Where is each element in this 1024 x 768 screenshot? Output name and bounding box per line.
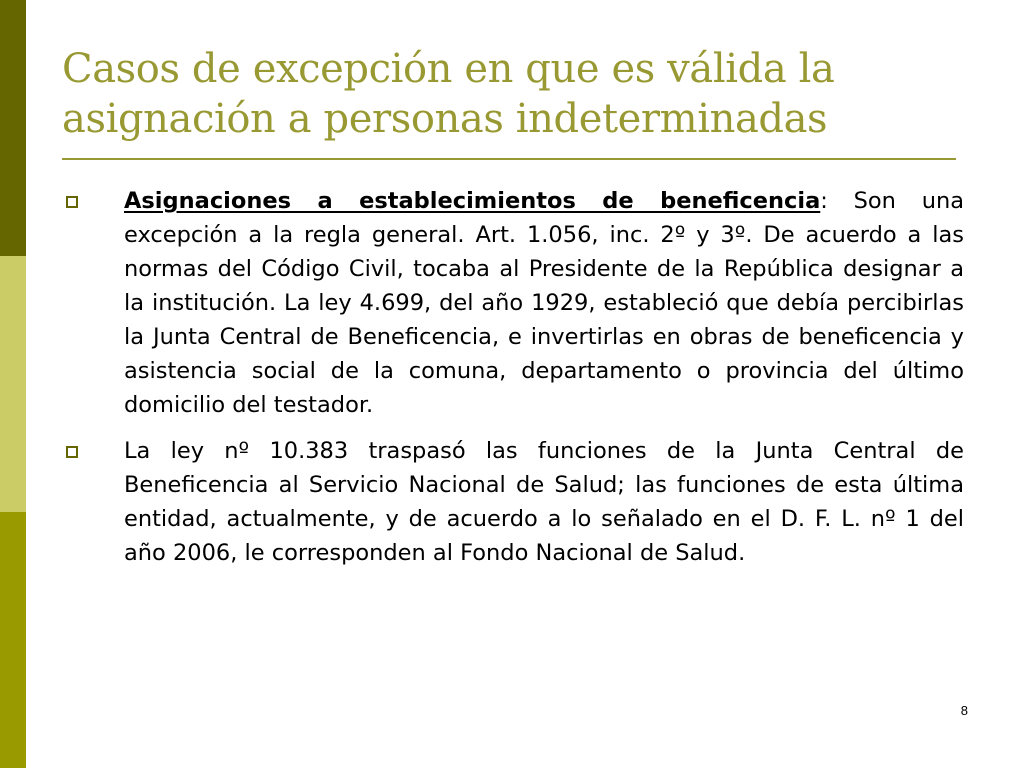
bullet-item-beneficencia	[66, 184, 964, 422]
slide-title	[62, 44, 992, 144]
bullet-text	[124, 184, 964, 422]
bullet-heading-colon: :	[820, 188, 828, 214]
bullet-text	[124, 434, 964, 570]
hollow-square-icon	[66, 196, 78, 208]
sidebar-band-bottom	[0, 512, 26, 768]
bullet-item-ley-10383	[66, 434, 964, 570]
sidebar-band-top	[0, 0, 26, 256]
title-divider	[62, 158, 956, 160]
sidebar-band-middle	[0, 256, 26, 512]
hollow-square-icon	[66, 446, 78, 458]
bullet-body: Son una excepción a la regla general. Art. 1.056, inc. 2º y 3º. De acuerdo a las normas del Código Civil, tocaba al Presidente de la República designar a la institución. La ley 4.699, del año 1929, estableció que debía percibirlas la Junta Central de Beneficencia, e invertirlas en obras de beneficencia y asistencia social de la comuna, departamento o provincia del último domicilio del testador.	[124, 188, 964, 418]
slide-title-line-1: Casos de excepción en que es válida la	[62, 46, 835, 92]
bullet-body: La ley nº 10.383 traspasó las funciones de la Junta Central de Beneficencia al Servicio Nacional de Salud; las funciones de esta última entidad, actualmente, y de acuerdo a lo señalado en el D. F. L. nº 1 del año 2006, le corresponden al Fondo Nacional de Salud.	[124, 438, 964, 566]
slide-title-line-2: asignación a personas indeterminadas	[62, 96, 828, 142]
bullet-heading: Asignaciones a establecimientos de beneficencia	[124, 188, 821, 214]
bullet-list	[66, 184, 964, 582]
slide-number: 8	[960, 703, 968, 718]
